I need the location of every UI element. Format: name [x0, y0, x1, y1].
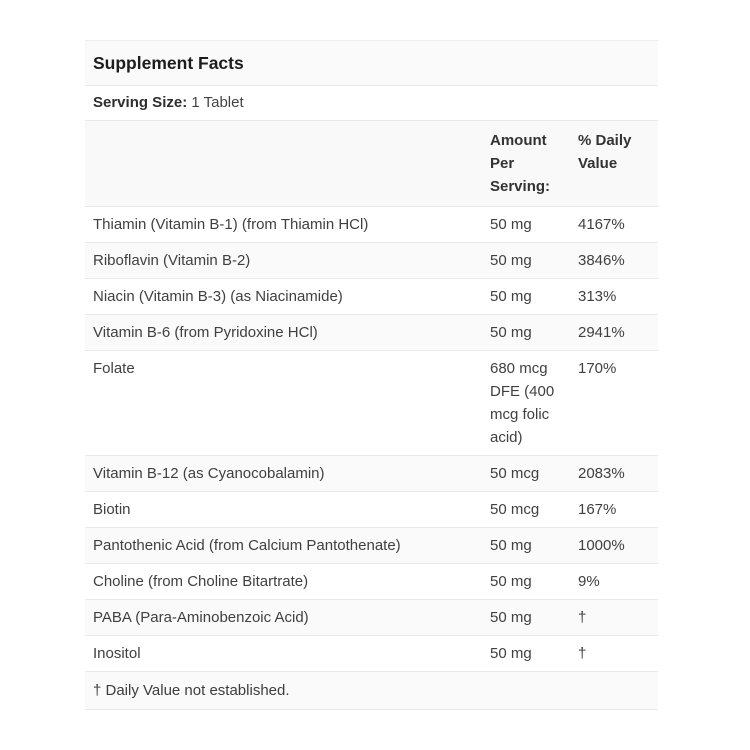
nutrient-row — [85, 492, 658, 528]
nutrient-daily-value: 3846% — [578, 243, 658, 279]
nutrient-amount: 680 mcg DFE (400 mcg folic acid) — [490, 351, 578, 456]
table-title: Supplement Facts — [85, 41, 658, 86]
nutrient-row — [85, 636, 658, 672]
nutrient-daily-value: † — [578, 600, 658, 636]
nutrient-name: Thiamin (Vitamin B-1) (from Thiamin HCl) — [85, 207, 490, 243]
footnote: † Daily Value not established. — [85, 672, 658, 710]
nutrient-row — [85, 243, 658, 279]
nutrient-daily-value: 2083% — [578, 456, 658, 492]
nutrient-amount: 50 mg — [490, 315, 578, 351]
nutrient-daily-value: 167% — [578, 492, 658, 528]
nutrient-amount: 50 mcg — [490, 492, 578, 528]
nutrient-name: Biotin — [85, 492, 490, 528]
nutrient-name: Choline (from Choline Bitartrate) — [85, 564, 490, 600]
nutrient-name: Niacin (Vitamin B-3) (as Niacinamide) — [85, 279, 490, 315]
nutrient-daily-value: 1000% — [578, 528, 658, 564]
nutrient-daily-value: † — [578, 636, 658, 672]
nutrient-name: Folate — [85, 351, 490, 456]
serving-size-label: Serving Size: — [93, 94, 188, 111]
nutrient-row — [85, 351, 658, 456]
supplement-facts-card — [85, 40, 658, 710]
nutrients-table — [85, 121, 658, 672]
nutrient-name: PABA (Para-Aminobenzoic Acid) — [85, 600, 490, 636]
nutrient-amount: 50 mg — [490, 600, 578, 636]
column-header-amount: Amount Per Serving: — [490, 121, 578, 207]
nutrient-amount: 50 mg — [490, 636, 578, 672]
nutrient-name: Pantothenic Acid (from Calcium Pantothenate) — [85, 528, 490, 564]
nutrient-row — [85, 564, 658, 600]
nutrient-amount: 50 mg — [490, 564, 578, 600]
serving-size-row — [85, 86, 658, 121]
nutrient-daily-value: 2941% — [578, 315, 658, 351]
nutrient-name: Riboflavin (Vitamin B-2) — [85, 243, 490, 279]
nutrient-amount: 50 mg — [490, 279, 578, 315]
nutrient-amount: 50 mg — [490, 243, 578, 279]
column-header-nutrient — [85, 121, 490, 207]
nutrient-name: Vitamin B-6 (from Pyridoxine HCl) — [85, 315, 490, 351]
column-header-daily-value: % Daily Value — [578, 121, 658, 207]
nutrient-amount: 50 mg — [490, 207, 578, 243]
nutrient-daily-value: 170% — [578, 351, 658, 456]
nutrient-row — [85, 207, 658, 243]
nutrient-daily-value: 4167% — [578, 207, 658, 243]
nutrient-daily-value: 9% — [578, 564, 658, 600]
nutrient-row — [85, 279, 658, 315]
nutrient-name: Vitamin B-12 (as Cyanocobalamin) — [85, 456, 490, 492]
nutrient-row — [85, 315, 658, 351]
nutrient-daily-value: 313% — [578, 279, 658, 315]
nutrient-name: Inositol — [85, 636, 490, 672]
nutrient-row — [85, 600, 658, 636]
nutrient-row — [85, 528, 658, 564]
nutrient-amount: 50 mg — [490, 528, 578, 564]
nutrient-row — [85, 456, 658, 492]
nutrient-amount: 50 mcg — [490, 456, 578, 492]
serving-size-value: 1 Tablet — [191, 94, 244, 111]
table-header-row — [85, 121, 658, 207]
